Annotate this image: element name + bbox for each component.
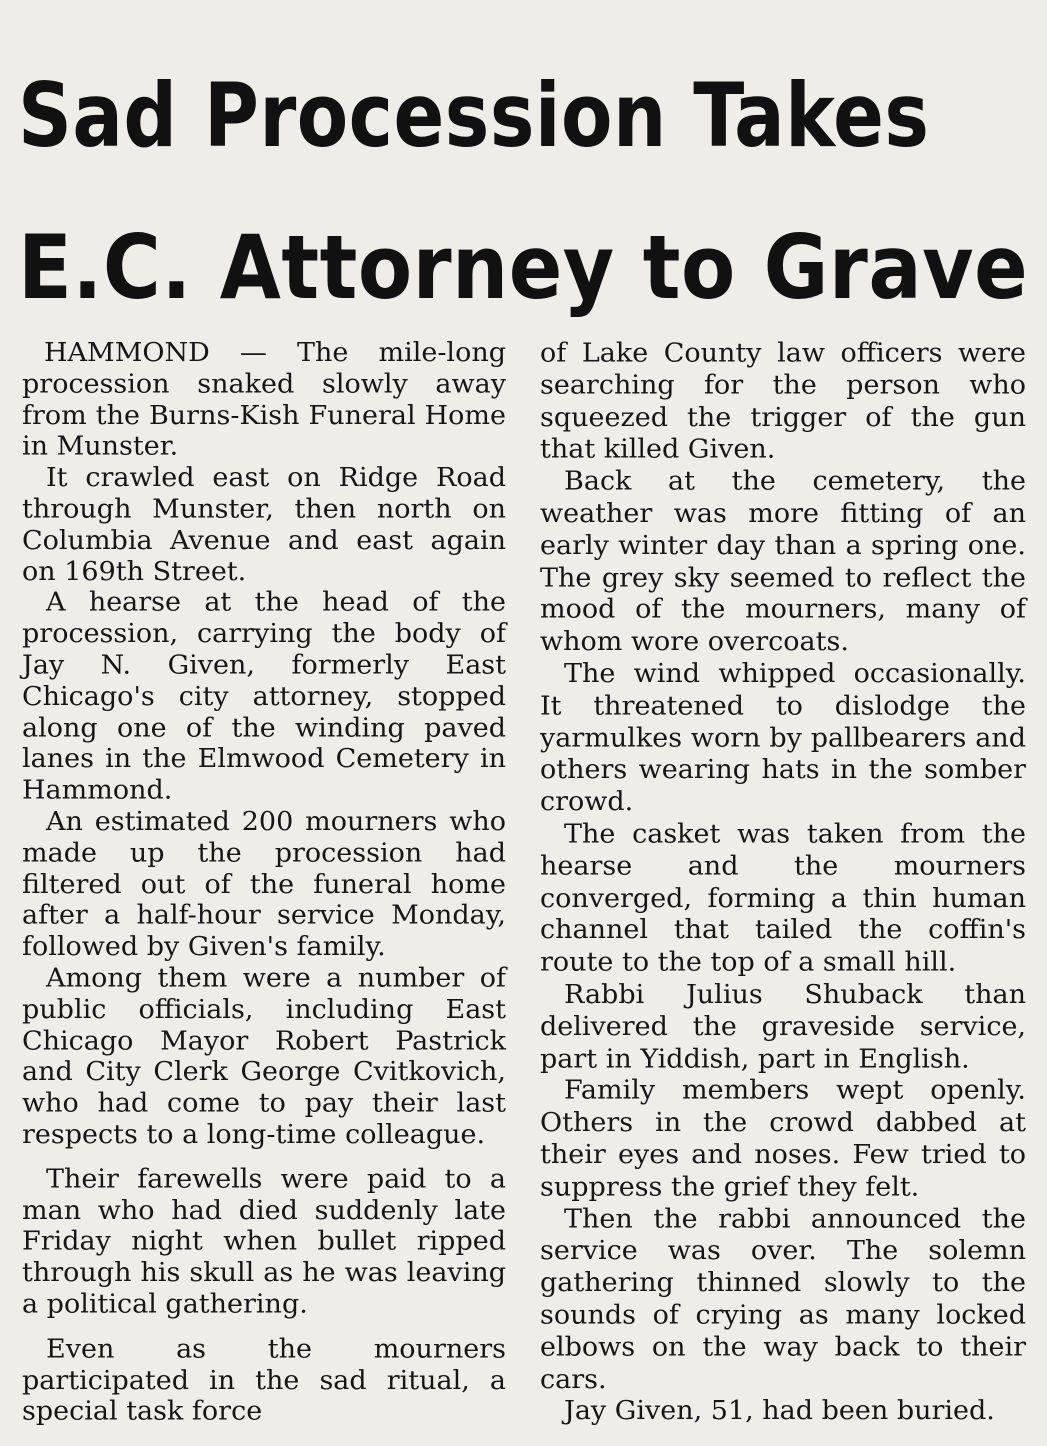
- paragraph: HAMMOND — The mile-long procession snaked slowly away from the Burns-Kish Funeral Home in Munster.: [22, 338, 506, 462]
- paragraph: Jay Given, 51, had been buried.: [564, 1396, 995, 1427]
- paragraph: Back at the cemetery, the weather was more fitting of an early winter day than a spring one. The grey sky seemed to reflect the mood of the mourners, many of whom wore overcoats.: [540, 466, 1026, 657]
- paragraph: A hearse at the head of the procession, carrying the body of Jay N. Given, formerly East Chicago's city attorney, stopped along one of the winding paved lanes in the Elmwood Cemetery in Hammond.: [22, 588, 506, 806]
- article-column-right: [540, 338, 1026, 1428]
- paragraph: The casket was taken from the hearse and the mourners converged, forming a thin human channel that tailed the coffin's route to the top of a small hill.: [540, 818, 1026, 978]
- headline-line-1: Sad Procession Takes: [18, 64, 930, 167]
- paragraph: Rabbi Julius Shuback than delivered the graveside service, part in Yiddish, part in English.: [540, 979, 1026, 1074]
- paragraph: Then the rabbi announced the service was over. The solemn gathering thinned slowly to the sounds of crying as many locked elbows on the way back to their cars.: [540, 1203, 1026, 1395]
- paragraph: Among them were a number of public officials, including East Chicago Mayor Robert Pastrick and City Clerk George Cvitkovich, who had come to pay their last respects to a long-time colleague.: [22, 963, 506, 1150]
- article-column-left: [22, 338, 506, 1428]
- paragraph-gap: [22, 1321, 506, 1334]
- paragraph: An estimated 200 mourners who made up the procession had filtered out of the funeral home after a half-hour service Monday, followed by Given's family.: [22, 807, 506, 962]
- paragraph: Family members wept openly. Others in the crowd dabbed at their eyes and noses. Few tried to suppress the grief they felt.: [540, 1075, 1026, 1202]
- headline: [18, 40, 1033, 344]
- headline-line-2: E.C. Attorney to Grave: [18, 216, 1029, 319]
- paragraph: of Lake County law officers were searching for the person who squeezed the trigger of the gun that killed Given.: [540, 338, 1026, 465]
- paragraph: Even as the mourners participated in the sad ritual, a special task force: [22, 1334, 506, 1427]
- paragraph: The wind whipped occasionally. It threatened to dislodge the yarmulkes worn by pallbearers and others wearing hats in the somber crowd.: [540, 658, 1026, 818]
- paragraph-gap: [22, 1151, 506, 1164]
- paragraph: Their farewells were paid to a man who had died suddenly late Friday night when bullet ripped through his skull as he was leaving a political gathering.: [22, 1164, 506, 1320]
- paragraph: It crawled east on Ridge Road through Munster, then north on Columbia Avenue and east again on 169th Street.: [22, 463, 506, 587]
